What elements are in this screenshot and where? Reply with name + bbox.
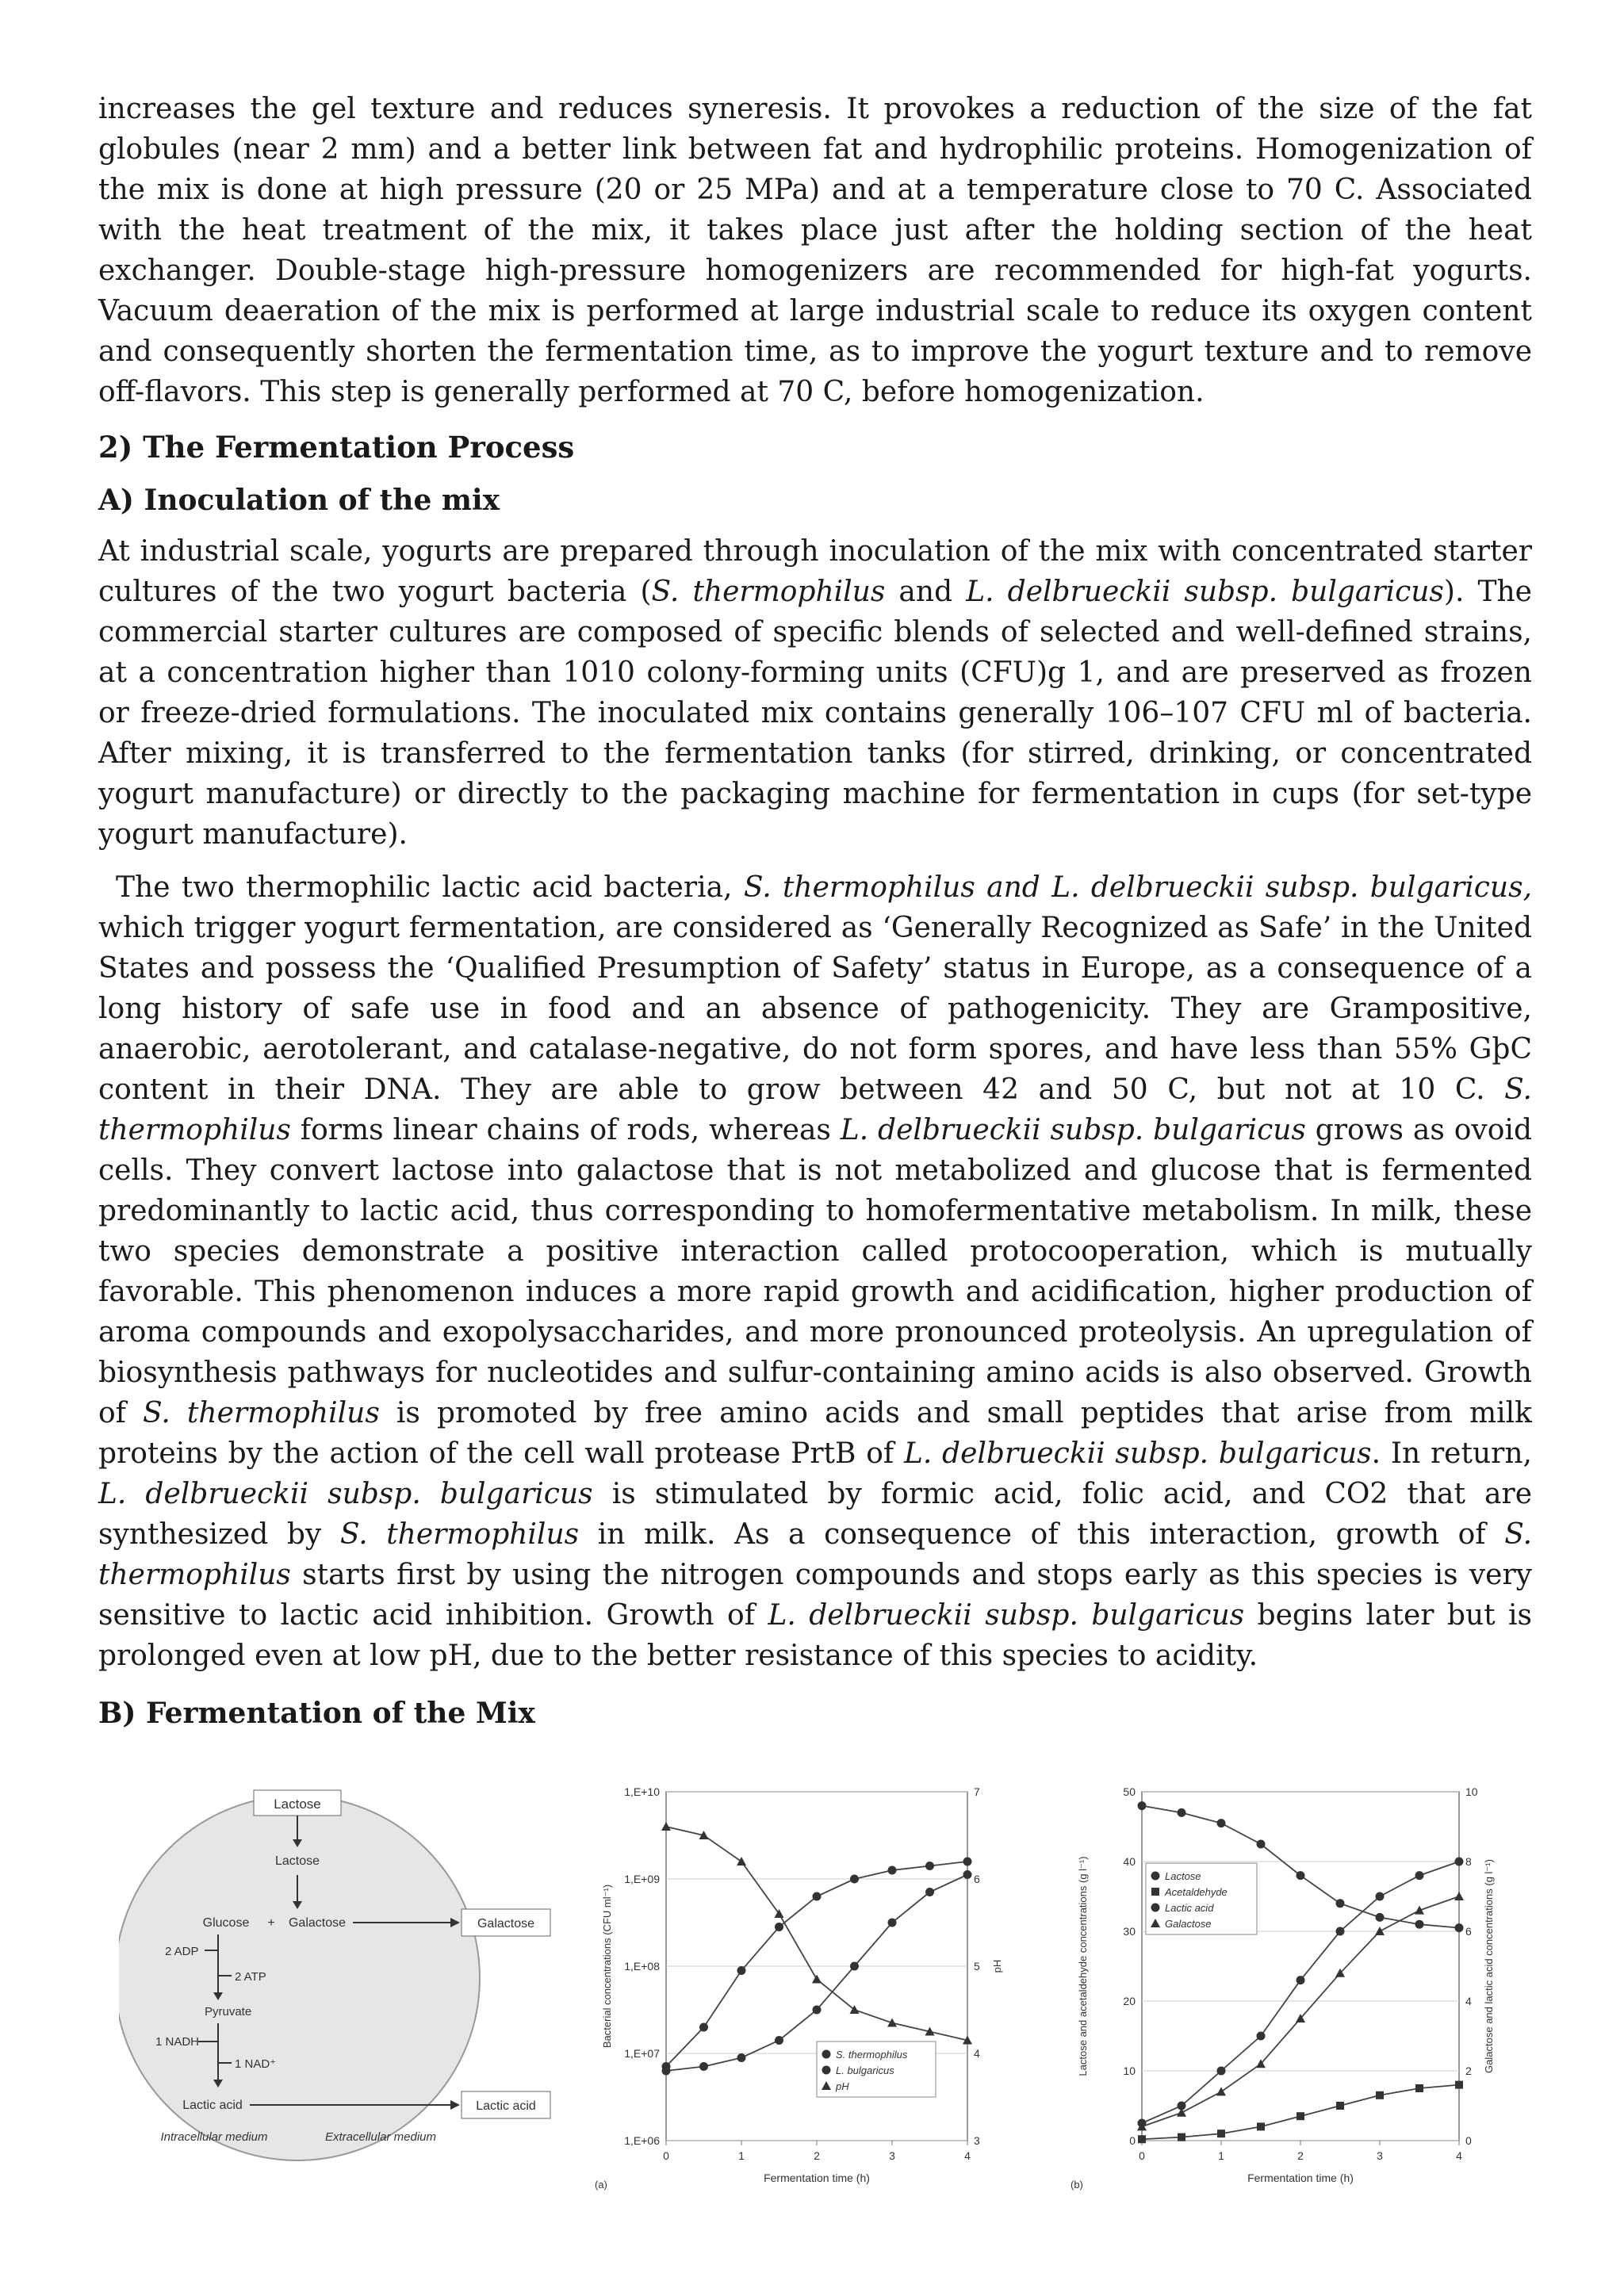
extracellular-label: Extracellular medium [324,2130,437,2144]
x-tick-label: 3 [889,2149,895,2162]
data-point-lactose [1297,1871,1305,1880]
chart-sugars-acids [1071,1768,1530,2212]
data-point-l-bulgaricus [699,2062,708,2071]
y2-tick-label: 7 [974,1785,980,1798]
data-point-l-bulgaricus [850,1962,859,1971]
lactose-inside-label: Lactose [274,1854,320,1868]
data-point-ph [661,1822,671,1831]
legend-label: Lactic acid [1165,1902,1214,1914]
plus-label: + [267,1916,275,1930]
nad-label: 1 NAD⁺ [235,2057,277,2071]
y-tick-label: 20 [1123,1995,1136,2007]
data-point-l-bulgaricus [737,2053,746,2062]
x-tick-label: 1 [738,2149,745,2162]
subheading-inoculation: A) Inoculation of the mix [98,484,500,517]
data-point-lactose [1217,1819,1226,1827]
chart-b-plot [1071,1785,1495,2191]
legend-marker [822,2050,831,2059]
nadh-label: 1 NADH [155,2035,200,2049]
data-point-acetaldehyde [1376,2091,1384,2099]
galactose-outside-label: Galactose [477,1917,535,1931]
legend-label: Galactose [1165,1918,1212,1930]
y-tick-label: 10 [1123,2064,1136,2077]
y-axis-label: Bacterial concentrations (CFU ml⁻¹) [601,1884,613,2049]
data-point-lactose [1455,1923,1464,1932]
y2-tick-label: 2 [1465,2064,1472,2077]
y-tick-label: 1,E+08 [624,1960,660,1973]
y2-tick-label: 8 [1465,1855,1472,1868]
subheading-fermentation-of-mix: B) Fermentation of the Mix [98,1697,535,1730]
arrowhead [450,2100,460,2110]
data-point-galactose [1454,1892,1464,1900]
adp-label: 2 ADP [165,1945,199,1958]
data-point-lactic-acid [1455,1858,1464,1866]
y-tick-label: 0 [1129,2134,1136,2147]
intro-paragraph: increases the gel texture and reduces syneresis. It provokes a reduction of the size of the fat globules (near 2 mm) and a better link between fat and hydrophilic proteins. Homogenization of the mix is done at high pressure (20 or 25 MPa) and at a temperature close to 70 C. Associated with the heat treatment of the mix, it takes place just after the holding section of the heat exchanger. Double-stage high-pressure homogenizers are recommended for high-fat yogurts. Vacuum deaeration of the mix is performed at large industrial scale to reduce its oxygen content and consequently shorten the fermentation time, as to improve the yogurt texture and to remove off-flavors. This step is generally performed at 70 C, before homogenization. [98,93,1532,408]
data-point-galactose [1415,1906,1424,1915]
chart-a-plot [595,1785,1003,2191]
y-tick-label: 1,E+07 [624,2047,660,2060]
x-tick-label: 2 [814,2149,820,2162]
y2-tick-label: 4 [974,2047,980,2060]
y2-axis-label: pH [991,1959,1003,1973]
data-point-ph [812,1975,822,1984]
y2-tick-label: 5 [974,1960,980,1973]
data-point-s-thermophilus [737,1966,746,1975]
data-point-s-thermophilus [888,1866,897,1875]
lactose-outside-label: Lactose [274,1797,321,1812]
pyruvate-label: Pyruvate [205,2005,252,2019]
y-tick-label: 1,E+06 [624,2134,660,2147]
x-tick-label: 3 [1377,2149,1383,2162]
panel-label: (b) [1071,2179,1083,2191]
y2-tick-label: 10 [1465,1785,1478,1798]
legend-label: Acetaldehyde [1165,1886,1228,1898]
legend-label: S. thermophilus [836,2049,908,2061]
data-point-acetaldehyde [1138,2135,1146,2143]
inoculation-paragraph-1: At industrial scale, yogurts are prepared through inoculation of the mix with concentrated starter cultures of the two yogurt bacteria (S. thermophilus and L. delbrueckii subsp. bulgaricus). The commercial starter cultures are composed of specific blends of selected and well-defined strains, at a concentration higher than 1010 colony-forming units (CFU)g 1, and are preserved as frozen or freeze-dried formulations. The inoculated mix contains generally 106–107 CFU ml of bacteria. After mixing, it is transferred to the fermentation tanks (for stirred, drinking, or concentrated yogurt manufacture) or directly to the packaging machine for fermentation in cups (for set-type yogurt manufacture). [98,535,1532,851]
data-point-l-bulgaricus [775,2036,783,2045]
document-page [98,89,1532,1744]
legend-marker [822,2066,831,2075]
x-tick-label: 1 [1218,2149,1224,2162]
y-tick-label: 1,E+10 [624,1785,660,1798]
atp-label: 2 ATP [235,1970,266,1984]
legend-marker [1151,1888,1159,1896]
galactose-inside-label: Galactose [288,1916,347,1930]
lactic-acid-outside-label: Lactic acid [476,2099,536,2113]
legend-label: pH [836,2080,849,2092]
data-point-acetaldehyde [1257,2122,1265,2130]
data-point-acetaldehyde [1178,2133,1185,2141]
y2-tick-label: 4 [1465,1995,1472,2007]
legend-marker [1151,1872,1160,1881]
data-point-lactose [1138,1801,1147,1810]
data-point-s-thermophilus [699,2023,708,2032]
legend-marker [1151,1904,1160,1912]
y-tick-label: 40 [1123,1855,1136,1868]
x-tick-label: 2 [1297,2149,1304,2162]
data-point-l-bulgaricus [813,2006,822,2015]
inoculation-paragraph-2: The two thermophilic lactic acid bacteria, S. thermophilus and L. delbrueckii subsp. bulgaricus, which trigger yogurt fermentation, are considered as ‘Generally Recognized as Safe’ in the United States and possess the ‘Qualified Presumption of Safety’ status in Europe, as a consequence of a long history of safe use in food and an absence of pathogenicity. They are Grampositive, anaerobic, aerotolerant, and catalase-negative, do not form spores, and have less than 55% GþC content in their DNA. They are able to grow between 42 and 50 C, but not at 10 C. S. thermophilus forms linear chains of rods, whereas L. delbrueckii subsp. bulgaricus grows as ovoid cells. They convert lactose into galactose that is not metabolized and glucose that is fermented predominantly to lactic acid, thus corresponding to homofermentative metabolism. In milk, these two species demonstrate a positive interaction called protocooperation, which is mutually favorable. This phenomenon induces a more rapid growth and acidification, higher production of aroma compounds and exopolysaccharides, and more pronounced proteolysis. An upregulation of biosynthesis pathways for nucleotides and sulfur-containing amino acids is also observed. Growth of S. thermophilus is promoted by free amino acids and small peptides that arise from milk proteins by the action of the cell wall protease PrtB of L. delbrueckii subsp. bulgaricus. In return, L. delbrueckii subsp. bulgaricus is stimulated by formic acid, folic acid, and CO2 that are synthesized by S. thermophilus in milk. As a consequence of this interaction, growth of S. thermophilus starts first by using the nitrogen compounds and stops early as this species is very sensitive to lactic acid inhibition. Growth of L. delbrueckii subsp. bulgaricus begins later but is prolonged even at low pH, due to the better resistance of this species to acidity. [98,871,1533,1672]
data-point-acetaldehyde [1336,2102,1344,2110]
data-point-ph [737,1857,746,1866]
data-point-l-bulgaricus [888,1919,897,1927]
x-axis-label: Fermentation time (h) [1247,2172,1354,2184]
data-point-ph [887,2019,897,2027]
data-point-lactic-acid [1376,1892,1385,1901]
data-point-s-thermophilus [963,1858,972,1866]
glucose-label: Glucose [202,1916,250,1930]
data-point-s-thermophilus [925,1862,934,1870]
data-point-lactic-acid [1217,2067,1226,2076]
data-point-lactic-acid [1336,1927,1345,1936]
data-point-lactic-acid [1297,1976,1305,1984]
data-point-l-bulgaricus [963,1870,972,1879]
data-point-lactose [1376,1913,1385,1922]
data-point-lactose [1257,1840,1266,1849]
data-point-acetaldehyde [1455,2081,1463,2089]
data-point-l-bulgaricus [925,1888,934,1896]
legend-label: L. bulgaricus [836,2064,894,2076]
x-axis-label: Fermentation time (h) [764,2172,870,2184]
y2-tick-label: 6 [1465,1925,1472,1938]
data-point-acetaldehyde [1297,2112,1304,2120]
x-tick-label: 0 [663,2149,669,2162]
legend-label: Lactose [1165,1870,1201,1882]
data-point-s-thermophilus [850,1875,859,1884]
lactose-metabolism-diagram [119,1768,563,2212]
data-point-lactose [1178,1808,1186,1817]
y2-tick-label: 3 [974,2134,980,2147]
data-point-s-thermophilus [813,1892,822,1901]
x-tick-label: 4 [1456,2149,1462,2162]
data-point-lactic-acid [1257,2032,1266,2041]
series-line-acetaldehyde [1142,2085,1459,2140]
y-tick-label: 30 [1123,1925,1136,1938]
y2-tick-label: 0 [1465,2134,1472,2147]
y2-tick-label: 6 [974,1873,980,1885]
chart-bacteria-ph [579,1768,1055,2212]
y-tick-label: 50 [1123,1785,1136,1798]
panel-label: (a) [595,2179,607,2191]
y-tick-label: 1,E+09 [624,1873,660,1885]
data-point-galactose [1216,2087,1226,2095]
data-point-l-bulgaricus [662,2067,671,2076]
x-tick-label: 4 [964,2149,971,2162]
y-axis-label: Lactose and acetaldehyde concentrations (g l⁻¹) [1077,1856,1089,2076]
x-tick-label: 0 [1139,2149,1145,2162]
data-point-lactic-acid [1415,1871,1424,1880]
section-heading-fermentation-process: 2) The Fermentation Process [98,430,575,465]
data-point-lactose [1415,1920,1424,1929]
lactic-acid-inside-label: Lactic acid [182,2099,243,2112]
intracellular-label: Intracellular medium [160,2130,268,2144]
y2-axis-label: Galactose and lactic acid concentrations (g l⁻¹) [1483,1859,1495,2073]
data-point-galactose [1177,2108,1186,2117]
plot-frame [1142,1792,1459,2141]
data-point-acetaldehyde [1217,2130,1225,2137]
data-point-lactose [1336,1899,1345,1908]
data-point-acetaldehyde [1415,2084,1423,2092]
data-point-s-thermophilus [775,1923,783,1931]
